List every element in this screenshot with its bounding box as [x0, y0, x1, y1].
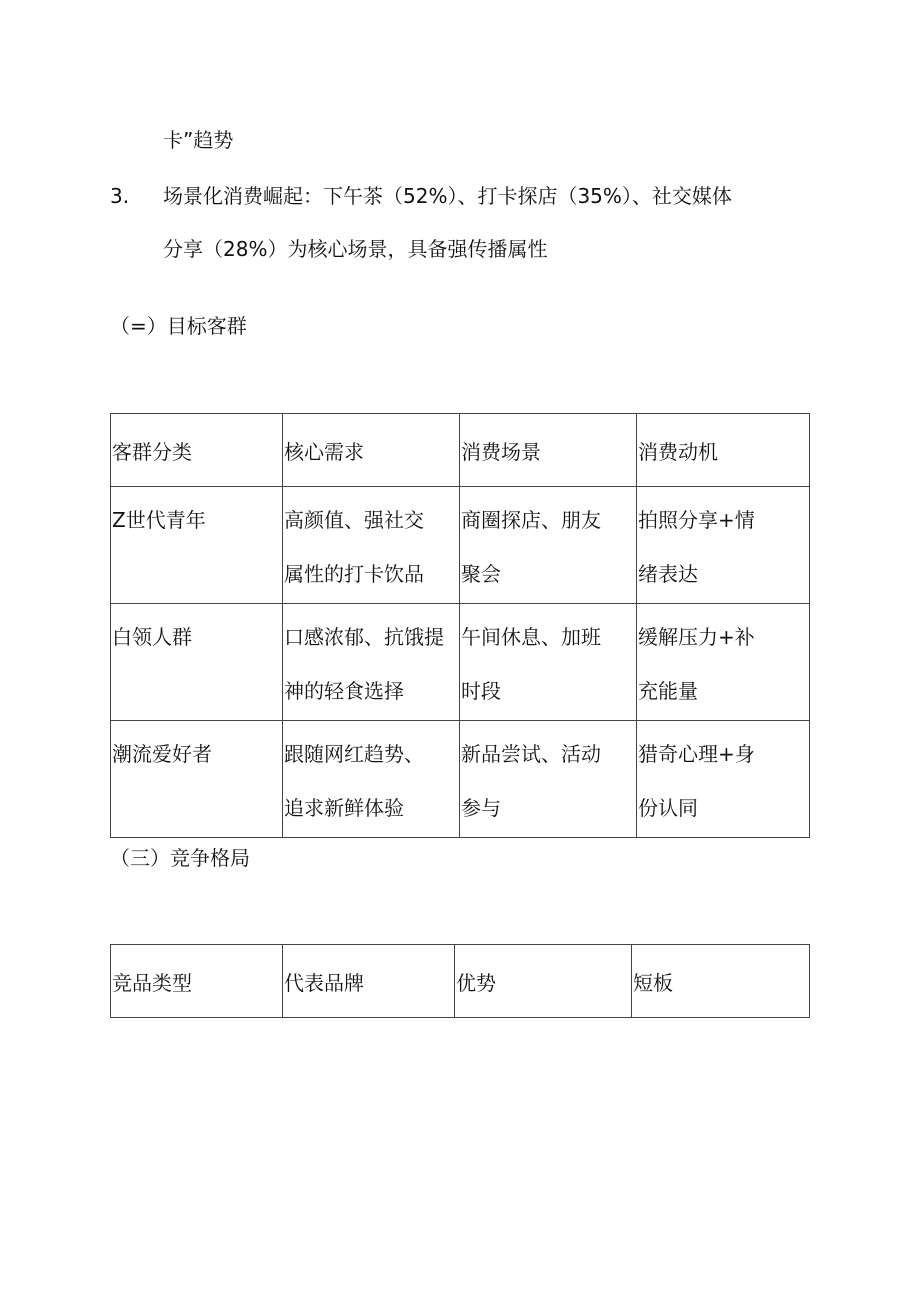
list-item-text-line2: 分享（28%）为核心场景，具备强传播属性 [163, 237, 548, 261]
table-cell: 商圈探店、朋友 聚会 [460, 487, 637, 604]
table-cell: 拍照分享+情 绪表达 [637, 487, 810, 604]
table-cell: 白领人群 [111, 604, 283, 721]
table-cell: 缓解压力+补 充能量 [637, 604, 810, 721]
table-header-cell: 客群分类 [111, 414, 283, 487]
table-cell: 猎奇心理+身 份认同 [637, 721, 810, 838]
table-header-cell: 优势 [455, 945, 632, 1018]
table-header-cell: 消费场景 [460, 414, 637, 487]
table-header-cell: 消费动机 [637, 414, 810, 487]
table-header-cell: 短板 [632, 945, 810, 1018]
table-cell: 高颜值、强社交 属性的打卡饮品 [283, 487, 460, 604]
target-customers-table [110, 413, 810, 838]
table-cell: 午间休息、加班 时段 [460, 604, 637, 721]
list-item-number: 3. [110, 184, 130, 208]
table-row [111, 604, 810, 721]
section-heading-target-customers: （=）目标客群 [110, 314, 247, 338]
table-cell: 口感浓郁、抗饿提 神的轻食选择 [283, 604, 460, 721]
table-header-row [111, 414, 810, 487]
table-cell: 新品尝试、活动 参与 [460, 721, 637, 838]
table-cell: 潮流爱好者 [111, 721, 283, 838]
table-row [111, 487, 810, 604]
continuation-text: 卡”趋势 [163, 128, 234, 152]
table-header-cell: 核心需求 [283, 414, 460, 487]
table-header-cell: 代表品牌 [283, 945, 455, 1018]
table-cell: Z世代青年 [111, 487, 283, 604]
table-cell: 跟随网红趋势、 追求新鲜体验 [283, 721, 460, 838]
table-header-cell: 竞品类型 [111, 945, 283, 1018]
list-item-text-line1: 场景化消费崛起：下午茶（52%）、打卡探店（35%）、社交媒体 [163, 184, 732, 208]
table-row [111, 721, 810, 838]
section-heading-competition: （三）竞争格局 [110, 846, 250, 870]
competition-table [110, 944, 810, 1018]
table-header-row [111, 945, 810, 1018]
